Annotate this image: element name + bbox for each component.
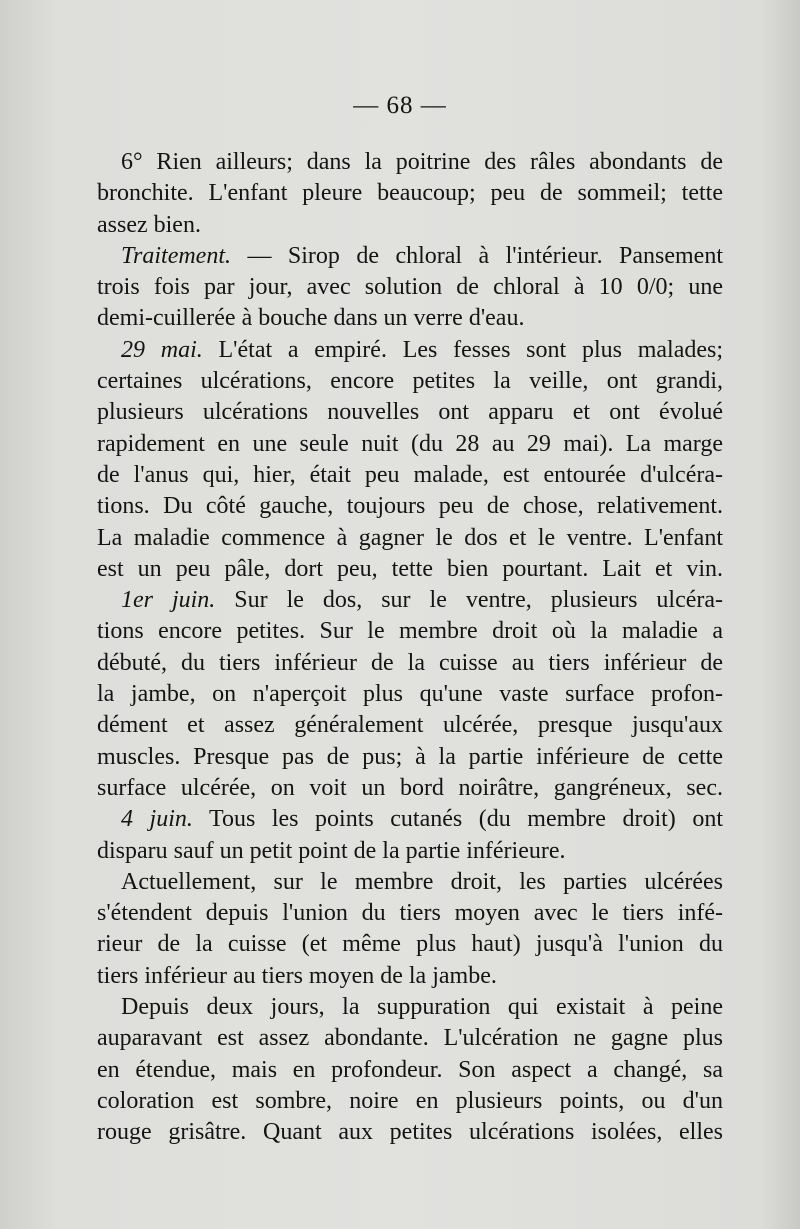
line-text: la jambe, on n'aperçoit plus qu'une vaste surface profon- bbox=[97, 681, 723, 708]
line-text: trois fois par jour, avec solution de chloral à 10 0/0; une bbox=[97, 274, 723, 301]
line-text: tions. Du côté gauche, toujours peu de chose, relativement. bbox=[97, 493, 723, 520]
line-text: Sur le dos, sur le ventre, plusieurs ulcéra- bbox=[215, 587, 724, 614]
line-text: assez bien. bbox=[97, 211, 201, 238]
date-heading: 4 juin. bbox=[121, 806, 193, 833]
text-line bbox=[97, 303, 723, 334]
line-text: dément et assez généralement ulcérée, presque jusqu'aux bbox=[97, 712, 723, 739]
text-line bbox=[97, 836, 723, 867]
text-line bbox=[97, 773, 723, 804]
text-line bbox=[97, 898, 723, 929]
text-line bbox=[97, 992, 723, 1023]
page-number: — 68 — bbox=[353, 92, 447, 119]
line-text: rapidement en une seule nuit (du 28 au 29 mai). La marge bbox=[97, 430, 723, 457]
text-line bbox=[97, 429, 723, 460]
line-text: s'étendent depuis l'union du tiers moyen avec le tiers infé- bbox=[97, 900, 723, 927]
text-line bbox=[97, 523, 723, 554]
line-text: est un peu pâle, dort peu, tette bien pourtant. Lait et vin. bbox=[97, 555, 723, 582]
text-line bbox=[97, 147, 723, 178]
line-text: certaines ulcérations, encore petites la veille, ont grandi, bbox=[97, 368, 723, 395]
text-line bbox=[97, 178, 723, 209]
line-text: auparavant est assez abondante. L'ulcération ne gagne plus bbox=[97, 1025, 723, 1052]
text-line bbox=[97, 710, 723, 741]
line-text: rieur de la cuisse (et même plus haut) jusqu'à l'union du bbox=[97, 931, 723, 958]
text-line bbox=[97, 241, 723, 272]
line-text: tions encore petites. Sur le membre droit où la maladie a bbox=[97, 618, 723, 645]
line-text: surface ulcérée, on voit un bord noirâtre, gangréneux, sec. bbox=[97, 774, 723, 801]
line-text: rouge grisâtre. Quant aux petites ulcérations isolées, elles bbox=[97, 1119, 723, 1146]
text-line bbox=[97, 648, 723, 679]
text-line bbox=[97, 272, 723, 303]
text-line bbox=[97, 1055, 723, 1086]
line-text: débuté, du tiers inférieur de la cuisse au tiers inférieur de bbox=[97, 649, 723, 676]
text-line bbox=[97, 867, 723, 898]
line-text: en étendue, mais en profondeur. Son aspect a changé, sa bbox=[97, 1056, 723, 1083]
line-text: demi-cuillerée à bouche dans un verre d'eau. bbox=[97, 305, 525, 332]
line-text: — Sirop de chloral à l'intérieur. Pansement bbox=[231, 242, 723, 269]
date-heading: 1er juin. bbox=[121, 587, 216, 614]
line-text: Depuis deux jours, la suppuration qui existait à peine bbox=[121, 994, 723, 1021]
line-text: bronchite. L'enfant pleure beaucoup; peu de sommeil; tette bbox=[97, 180, 723, 207]
date-heading: 29 mai. bbox=[121, 336, 203, 363]
text-line bbox=[97, 210, 723, 241]
text-line bbox=[97, 929, 723, 960]
line-text: de l'anus qui, hier, était peu malade, est entourée d'ulcéra- bbox=[97, 461, 723, 488]
text-line bbox=[97, 366, 723, 397]
line-text: La maladie commence à gagner le dos et le ventre. L'enfant bbox=[97, 524, 723, 551]
text-line bbox=[97, 961, 723, 992]
line-text: tiers inférieur au tiers moyen de la jambe. bbox=[97, 962, 497, 989]
line-text: coloration est sombre, noire en plusieurs points, ou d'un bbox=[97, 1087, 723, 1114]
text-line bbox=[97, 397, 723, 428]
text-line bbox=[97, 554, 723, 585]
line-text: Actuellement, sur le membre droit, les parties ulcérées bbox=[121, 868, 723, 895]
text-line bbox=[97, 679, 723, 710]
text-line bbox=[97, 491, 723, 522]
date-heading: Traitement. bbox=[121, 242, 232, 269]
text-line bbox=[97, 1086, 723, 1117]
text-line bbox=[97, 742, 723, 773]
line-text: L'état a empiré. Les fesses sont plus malades; bbox=[202, 336, 724, 363]
line-text: plusieurs ulcérations nouvelles ont apparu et ont évolué bbox=[97, 399, 723, 426]
text-line bbox=[97, 804, 723, 835]
text-line bbox=[97, 616, 723, 647]
text-line bbox=[97, 335, 723, 366]
line-text: Tous les points cutanés (du membre droit) ont bbox=[192, 806, 723, 833]
body-text bbox=[97, 147, 723, 1149]
text-line bbox=[97, 1117, 723, 1148]
line-text: muscles. Presque pas de pus; à la partie inférieure de cette bbox=[97, 743, 723, 770]
text-line bbox=[97, 460, 723, 491]
line-text: 6° Rien ailleurs; dans la poitrine des râles abondants de bbox=[121, 149, 723, 175]
text-line bbox=[97, 1023, 723, 1054]
text-line bbox=[97, 585, 723, 616]
line-text: disparu sauf un petit point de la partie inférieure. bbox=[97, 837, 566, 864]
